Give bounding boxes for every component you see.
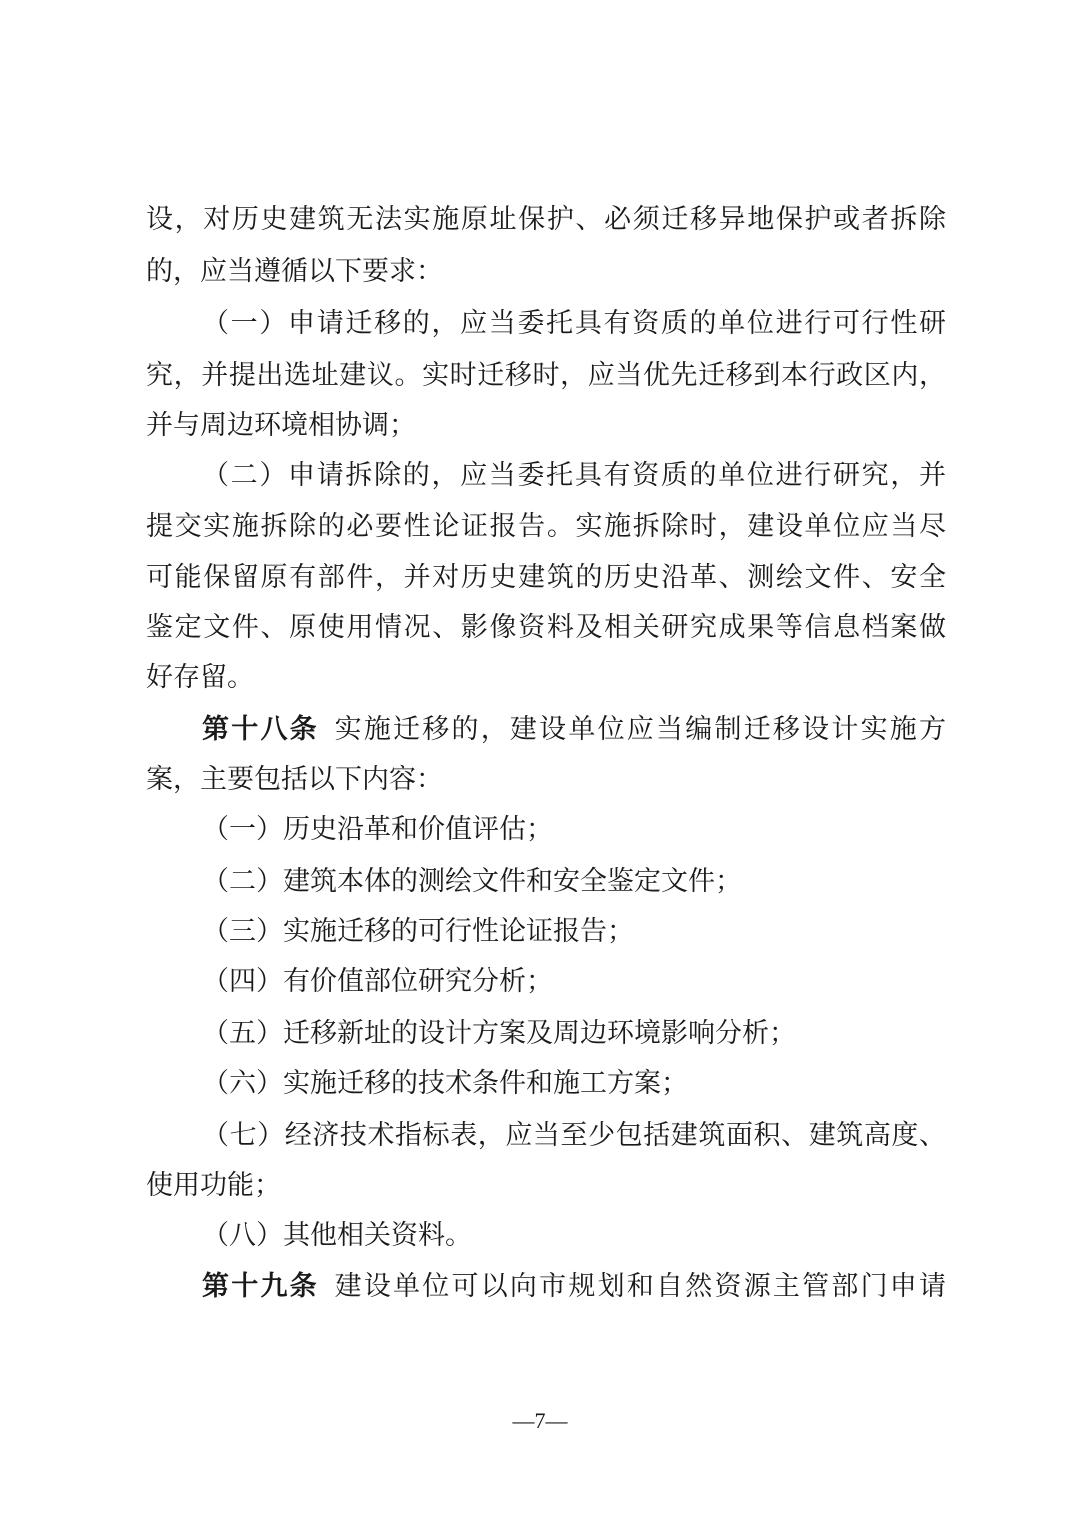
text-line: 提交实施拆除的必要性论证报告。实施拆除时，建设单位应当尽 xyxy=(146,511,946,542)
article-19-line xyxy=(202,1261,946,1313)
list-item-line: （七）经济技术指标表，应当至少包括建筑面积、建筑高度、 xyxy=(202,1120,946,1151)
article-text: 建设单位可以向市规划和自然资源主管部门申请 xyxy=(332,1271,947,1302)
text-line: 案，主要包括以下内容： xyxy=(146,764,443,795)
list-item-line: （五）迁移新址的设计方案及周边环境影响分析； xyxy=(202,1018,796,1049)
text-line: 鉴定文件、原使用情况、影像资料及相关研究成果等信息档案做 xyxy=(146,612,946,643)
text-line: 设，对历史建筑无法实施原址保护、必须迁移异地保护或者拆除 xyxy=(146,204,946,235)
article-heading-19: 第十九条 xyxy=(202,1271,319,1302)
list-item-line: （一）历史沿革和价值评估； xyxy=(202,814,553,845)
article-heading-18: 第十八条 xyxy=(202,714,319,745)
list-item-line: （二）申请拆除的，应当委托具有资质的单位进行研究，并 xyxy=(202,460,946,491)
text-line: 的，应当遵循以下要求： xyxy=(146,256,443,287)
list-item-line: （二）建筑本体的测绘文件和安全鉴定文件； xyxy=(202,866,742,897)
list-item-line: （六）实施迁移的技术条件和施工方案； xyxy=(202,1068,688,1099)
text-line: 究，并提出选址建议。实时迁移时，应当优先迁移到本行政区内， xyxy=(146,360,946,391)
list-item-line: （四）有价值部位研究分析； xyxy=(202,966,553,997)
list-item-line: （八）其他相关资料。 xyxy=(202,1220,472,1251)
list-item-line: （一）申请迁移的，应当委托具有资质的单位进行可行性研 xyxy=(202,308,946,339)
article-18-line xyxy=(202,704,946,756)
list-item-line: （三）实施迁移的可行性论证报告； xyxy=(202,916,634,947)
text-line: 可能保留原有部件，并对历史建筑的历史沿革、测绘文件、安全 xyxy=(146,562,946,593)
text-line: 好存留。 xyxy=(146,662,254,693)
text-line: 使用功能； xyxy=(146,1170,281,1201)
article-text: 实施迁移的，建设单位应当编制迁移设计实施方 xyxy=(332,714,947,745)
text-line: 并与周边环境相协调； xyxy=(146,410,416,441)
page-number: —7— xyxy=(512,1408,568,1433)
